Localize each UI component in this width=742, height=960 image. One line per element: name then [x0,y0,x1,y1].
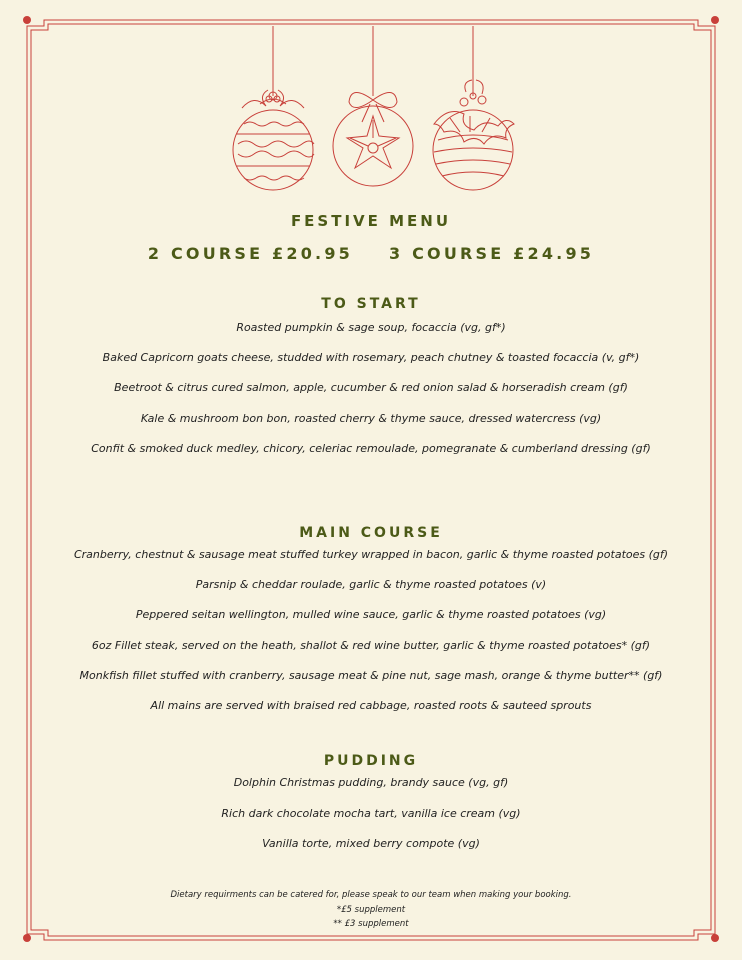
menu-title: FESTIVE MENU [290,212,452,230]
corner-dot-top-right [711,16,719,24]
starter-item: Confit & smoked duck medley, chicory, celeriac remoulade, pomegranate & cumberland dressing (gf) [91,442,651,455]
menu-prices [0,244,742,263]
holly-bauble-icon [233,26,314,190]
price-three-course: 3 COURSE £24.95 [389,244,595,263]
corner-dot-bottom-left [23,934,31,942]
main-item: Cranberry, chestnut & sausage meat stuffed turkey wrapped in bacon, garlic & thyme roasted potatoes (gf) [73,548,669,561]
starter-item: Roasted pumpkin & sage soup, focaccia (vg, gf*) [236,321,506,334]
starter-item: Beetroot & citrus cured salmon, apple, cucumber & red onion salad & horseradish cream (gf) [114,381,628,394]
main-item: Monkfish fillet stuffed with cranberry, sausage meat & pine nut, sage mash, orange & thyme butter** (gf) [79,669,663,682]
supplement-note-1: *£5 supplement [336,905,406,915]
starter-item: Kale & mushroom bon bon, roasted cherry & thyme sauce, dressed watercress (vg) [140,412,602,425]
pudding-item: Rich dark chocolate mocha tart, vanilla ice cream (vg) [221,807,521,820]
main-item: 6oz Fillet steak, served on the heath, shallot & red wine butter, garlic & thyme roasted potatoes* (gf) [91,639,651,652]
mains-accompaniment-note: All mains are served with braised red cabbage, roasted roots & sauteed sprouts [150,699,592,712]
supplement-note-2: ** £3 supplement [333,919,409,929]
price-two-course: 2 COURSE £20.95 [147,244,353,263]
starter-item: Baked Capricorn goats cheese, studded with rosemary, peach chutney & toasted focaccia (v, gf*) [102,351,640,364]
dietary-note: Dietary requirments can be catered for, please speak to our team when making your booking. [170,890,572,900]
section-title-mains: MAIN COURSE [299,525,443,541]
bauble-ornaments [220,26,530,198]
pudding-item: Vanilla torte, mixed berry compote (vg) [262,837,480,850]
section-title-pudding: PUDDING [323,753,419,769]
pudding-item: Dolphin Christmas pudding, brandy sauce (vg, gf) [233,776,509,789]
section-title-starters: TO START [321,296,421,312]
corner-dot-bottom-right [711,934,719,942]
main-item: Parsnip & cheddar roulade, garlic & thyme roasted potatoes (v) [195,578,547,591]
main-item: Peppered seitan wellington, mulled wine sauce, garlic & thyme roasted potatoes (vg) [135,608,607,621]
corner-dot-top-left [23,16,31,24]
holly-berries-bauble-icon [433,26,514,190]
bow-poinsettia-bauble-icon [333,26,413,186]
